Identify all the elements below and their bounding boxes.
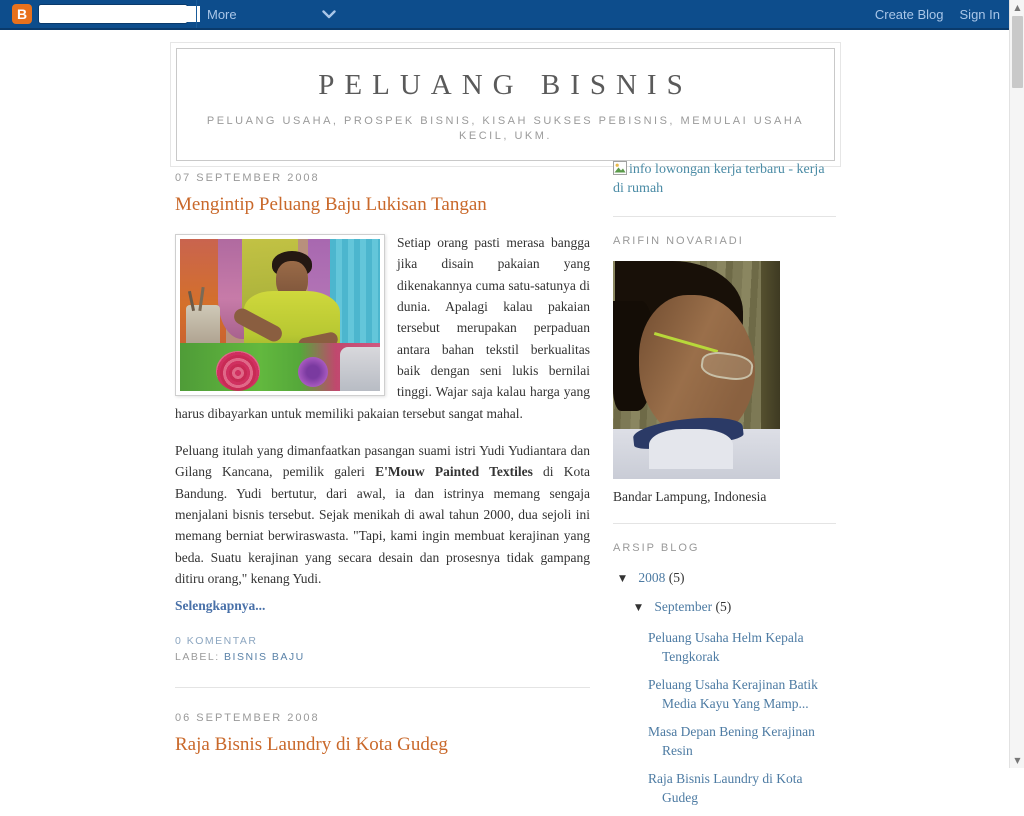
- job-info-ad-link[interactable]: info lowongan kerja terbaru - kerja di rumah: [613, 162, 825, 196]
- more-label: More: [207, 6, 237, 22]
- archive-heading: ARSIP BLOG: [613, 542, 700, 554]
- man-painting-fabric-photo[interactable]: [175, 234, 385, 396]
- broken-image-icon: [613, 161, 627, 175]
- archive-year-link[interactable]: 2008: [638, 570, 666, 585]
- comments-link[interactable]: 0 KOMENTAR: [175, 634, 258, 647]
- read-more-link[interactable]: Selengkapnya...: [175, 598, 266, 614]
- blogger-navbar: [0, 0, 1024, 30]
- scroll-down-arrow-icon[interactable]: ▼: [1014, 756, 1021, 765]
- archive-year-row: [613, 568, 836, 589]
- vertical-scrollbar[interactable]: [1009, 0, 1024, 768]
- profile-location: Bandar Lampung, Indonesia: [613, 489, 767, 504]
- scroll-up-arrow-icon[interactable]: ▲: [1014, 3, 1021, 12]
- blog-title[interactable]: PELUANG BISNIS: [318, 69, 693, 101]
- collapse-triangle-icon[interactable]: ▼: [635, 603, 642, 613]
- blog-subtitle: PELUANG USAHA, PROSPEK BISNIS, KISAH SUKSES PEBISNIS, MEMULAI USAHA KECIL, UKM.: [206, 115, 805, 142]
- sign-in-link[interactable]: Sign In: [959, 6, 1000, 22]
- archive-month-link[interactable]: September: [654, 599, 713, 614]
- blog-post: [175, 172, 590, 665]
- post-paragraph-2: Peluang itulah yang dimanfaatkan pasangan suami istri Yudi Yudiantara dan Gilang Kancana, pemilik galeri E'Mouw Painted Textiles di Kota Bandung. Yudi bertutur, dari awal, ia dan istrinya memang sengaja menjalani bisnis tersebut. Sejak menikah di awal tahun 2000, dua sejoli ini memang berniat berwiraswasta. "Tapi, kami ingin membuat kerajinan yang beda. Suatu kerajinan yang secara desain dan prosesnya tidak gampang ditiru orang," kenang Yudi.: [175, 442, 591, 586]
- label-prefix: LABEL:: [175, 650, 220, 663]
- more-dropdown[interactable]: [196, 0, 346, 28]
- sidebar: [613, 160, 836, 816]
- post-title-link[interactable]: Mengintip Peluang Baju Lukisan Tangan: [175, 194, 487, 215]
- archive-month-row: [613, 597, 836, 618]
- archive-post-link[interactable]: Masa Depan Bening Kerajinan Resin: [648, 724, 815, 758]
- main-content-column: [175, 172, 590, 772]
- profile-heading: ARIFIN NOVARIADI: [613, 235, 744, 247]
- blog-post: [175, 712, 590, 756]
- sidebar-divider: [613, 216, 836, 217]
- archive-post-link[interactable]: Peluang Usaha Kerajinan Batik Media Kayu Yang Mamp...: [648, 677, 818, 711]
- post-date: 07 SEPTEMBER 2008: [175, 172, 320, 184]
- collapse-triangle-icon[interactable]: ▼: [619, 574, 626, 584]
- gallery-name-bold: E'Mouw Painted Textiles: [375, 464, 533, 480]
- search-input[interactable]: [45, 6, 200, 22]
- archive-post-link[interactable]: Peluang Usaha Helm Kepala Tengkorak: [648, 630, 804, 664]
- post-title-link[interactable]: Raja Bisnis Laundry di Kota Gudeg: [175, 733, 448, 755]
- post-separator: [175, 687, 590, 688]
- navbar-search-box[interactable]: [38, 4, 188, 24]
- post-label-link[interactable]: BISNIS BAJU: [224, 650, 305, 663]
- archive-post-link[interactable]: Raja Bisnis Laundry di Kota Gudeg: [648, 771, 803, 805]
- profile-photo[interactable]: [613, 261, 780, 479]
- archive-year-count: (5): [668, 570, 685, 585]
- photo-scene: [180, 239, 380, 391]
- post-paragraph-1: Setiap orang pasti merasa bangga jika disain pakaian yang dikenakannya cuma satu-satunya di dunia. Apalagi kalau pakaian tersebut merupakan perpaduan antara bahan tekstil berkualitas baik dengan seni lukis bernilai tinggi. Wajar saja kalau harga yang harus dibayarkan untuk memiliki pakaian tersebut sangat mahal.: [175, 235, 590, 421]
- post-date: 06 SEPTEMBER 2008: [175, 711, 320, 724]
- create-blog-link[interactable]: Create Blog: [874, 6, 944, 22]
- chevron-down-icon: [322, 10, 336, 19]
- archive-month-count: (5): [715, 599, 732, 614]
- blogger-logo-icon[interactable]: B: [12, 4, 32, 24]
- sidebar-divider: [613, 523, 836, 524]
- scrollbar-thumb[interactable]: [1012, 16, 1023, 88]
- blog-header: [170, 42, 841, 167]
